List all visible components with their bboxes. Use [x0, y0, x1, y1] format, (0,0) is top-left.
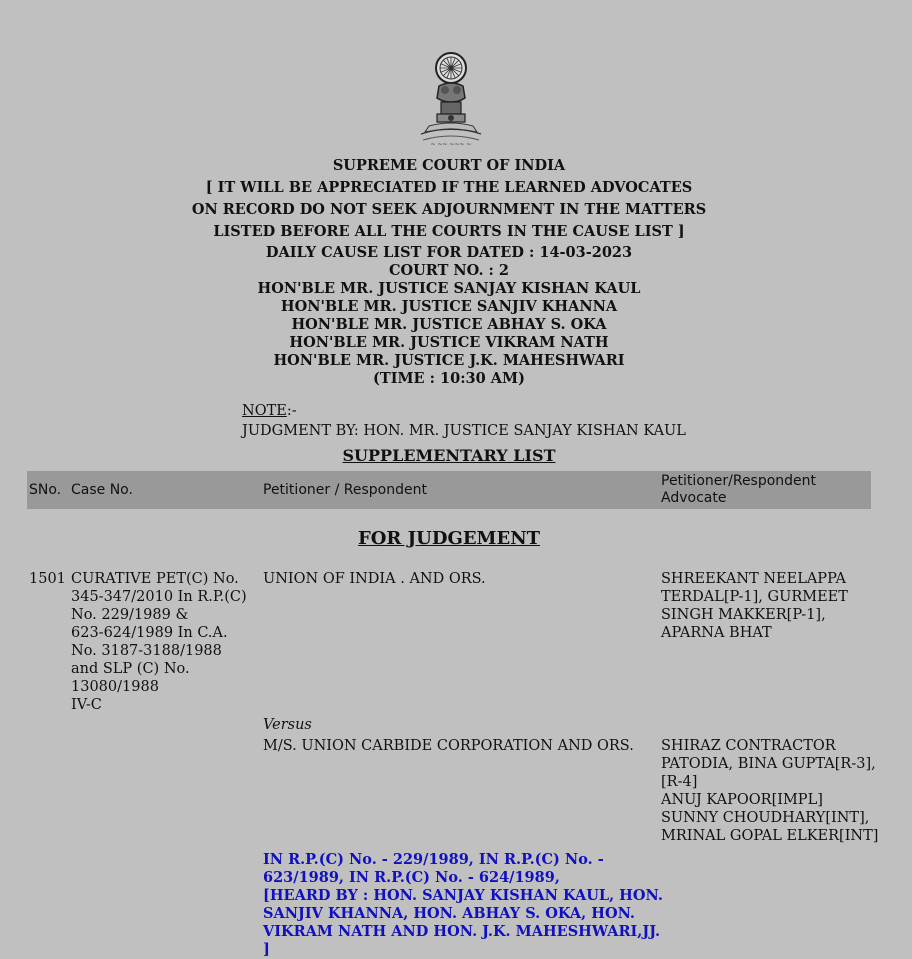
column-header-advocate-line2: Advocate — [661, 490, 727, 506]
court-number: COURT NO. : 2 — [388, 262, 510, 279]
advocate-line: [R-4] — [661, 774, 698, 790]
note-label: NOTE — [242, 403, 287, 419]
cause-list-info — [0, 244, 898, 388]
case-number-line: and SLP (C) No. — [71, 661, 190, 677]
appeal-line-1: [ IT WILL BE APPRECIATED IF THE LEARNED ADVOCATES — [205, 179, 693, 196]
appeal-line-3: LISTED BEFORE ALL THE COURTS IN THE CAUSE LIST ] — [213, 223, 685, 240]
respondent-name: M/S. UNION CARBIDE CORPORATION AND ORS. — [263, 738, 634, 754]
column-header-advocate-line1: Petitioner/Respondent — [661, 473, 817, 489]
note-suffix: :- — [286, 403, 297, 419]
petitioner-advocates — [661, 570, 901, 642]
section-title: FOR JUDGEMENT — [357, 528, 541, 549]
note-text: JUDGMENT BY: HON. MR. JUSTICE SANJAY KISHAN KAUL — [242, 423, 686, 439]
state-emblem-icon — [415, 52, 487, 152]
judge-name: HON'BLE MR. JUSTICE ABHAY S. OKA — [291, 316, 607, 333]
respondent-advocates — [661, 737, 906, 845]
table-header — [27, 471, 871, 509]
linked-matters-note — [263, 851, 663, 959]
case-number-line: No. 229/1989 & — [71, 607, 189, 623]
case-number-line: 13080/1988 — [71, 679, 159, 695]
linked-note-line: VIKRAM NATH AND HON. J.K. MAHESHWARI,JJ. — [263, 923, 661, 940]
advocate-line: ANUJ KAPOOR[IMPL] — [661, 792, 823, 808]
advocate-line: SINGH MAKKER[P-1], — [661, 607, 826, 623]
linked-note-line: 623/1989, IN R.P.(C) No. - 624/1989, — [263, 869, 560, 886]
case-number-line: No. 3187-3188/1988 — [71, 643, 222, 659]
versus-label: Versus — [263, 717, 312, 733]
judge-name: HON'BLE MR. JUSTICE SANJAY KISHAN KAUL — [257, 280, 641, 297]
petitioner-name: UNION OF INDIA . AND ORS. — [263, 571, 486, 587]
advocate-line: SHIRAZ CONTRACTOR — [661, 738, 836, 754]
court-name: SUPREME COURT OF INDIA — [332, 157, 566, 174]
advocate-line: SHREEKANT NEELAPPA — [661, 571, 846, 587]
case-number-line: 623-624/1989 In C.A. — [71, 625, 228, 641]
linked-note-line: IN R.P.(C) No. - 229/1989, IN R.P.(C) No. - — [263, 851, 604, 868]
column-header-sno: SNo. — [29, 482, 62, 498]
linked-note-line: [HEARD BY : HON. SANJAY KISHAN KAUL, HON. — [263, 887, 663, 904]
court-header — [0, 155, 898, 243]
advocate-line: TERDAL[P-1], GURMEET — [661, 589, 848, 605]
case-serial-number: 1501 — [29, 571, 66, 587]
column-header-parties: Petitioner / Respondent — [263, 482, 427, 498]
case-number-line: IV-C — [71, 697, 102, 713]
judge-name: HON'BLE MR. JUSTICE VIKRAM NATH — [289, 334, 609, 351]
column-header-advocate — [661, 473, 816, 507]
sitting-time: (TIME : 10:30 AM) — [373, 370, 525, 387]
advocate-line: APARNA BHAT — [661, 625, 772, 641]
svg-text:~ ~~ ~~~ ~: ~ ~~ ~~~ ~ — [430, 141, 472, 148]
judge-name: HON'BLE MR. JUSTICE J.K. MAHESHWARI — [273, 352, 625, 369]
linked-note-line: ] — [263, 941, 270, 958]
advocate-line: MRINAL GOPAL ELKER[INT] — [661, 828, 879, 844]
judge-name: HON'BLE MR. JUSTICE SANJIV KHANNA — [280, 298, 618, 315]
advocate-line: SUNNY CHOUDHARY[INT], — [661, 810, 870, 826]
case-number-line: 345-347/2010 In R.P.(C) — [71, 589, 247, 605]
cause-list-date: DAILY CAUSE LIST FOR DATED : 14-03-2023 — [265, 244, 633, 261]
note-block — [242, 401, 686, 441]
list-title: SUPPLEMENTARY LIST — [342, 446, 556, 465]
case-number-line: CURATIVE PET(C) No. — [71, 571, 239, 587]
linked-note-line: SANJIV KHANNA, HON. ABHAY S. OKA, HON. — [263, 905, 635, 922]
advocate-line: PATODIA, BINA GUPTA[R-3], — [661, 756, 876, 772]
case-number — [71, 570, 256, 714]
appeal-line-2: ON RECORD DO NOT SEEK ADJOURNMENT IN THE MATTERS — [191, 201, 707, 218]
column-header-case-no: Case No. — [71, 482, 133, 498]
